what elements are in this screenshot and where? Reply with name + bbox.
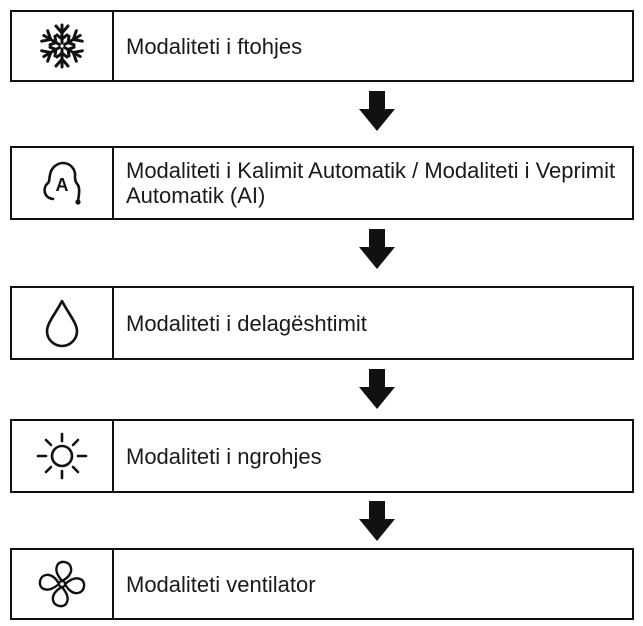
mode-label-fan: Modaliteti ventilator <box>126 571 316 597</box>
auto-mode-letter: A <box>55 175 69 195</box>
water-drop-icon <box>42 298 82 348</box>
mode-box-heat <box>10 419 634 493</box>
mode-icon-cell <box>12 12 114 80</box>
fan-icon <box>36 558 88 610</box>
mode-box-dry <box>10 286 634 360</box>
mode-box-auto <box>10 146 634 220</box>
sun-icon <box>34 428 90 484</box>
mode-label-heat: Modaliteti i ngrohjes <box>126 443 322 469</box>
mode-icon-cell <box>12 148 114 218</box>
mode-icon-cell <box>12 421 114 491</box>
mode-icon-cell <box>12 288 114 358</box>
down-arrow-icon <box>359 229 395 269</box>
auto-mode-icon <box>36 157 88 209</box>
mode-label-cooling: Modaliteti i ftohjes <box>126 33 303 59</box>
mode-box-fan <box>10 548 634 620</box>
down-arrow-icon <box>359 91 395 131</box>
mode-label-auto: Modaliteti i Kalimit Automatik / Modaliteti i Veprimit Automatik (AI) <box>126 158 616 208</box>
snowflake-icon <box>37 21 87 71</box>
mode-icon-cell <box>12 550 114 618</box>
down-arrow-icon <box>359 501 395 541</box>
down-arrow-icon <box>359 369 395 409</box>
mode-box-cooling <box>10 10 634 82</box>
mode-label-dry: Modaliteti i delagështimit <box>126 310 367 336</box>
